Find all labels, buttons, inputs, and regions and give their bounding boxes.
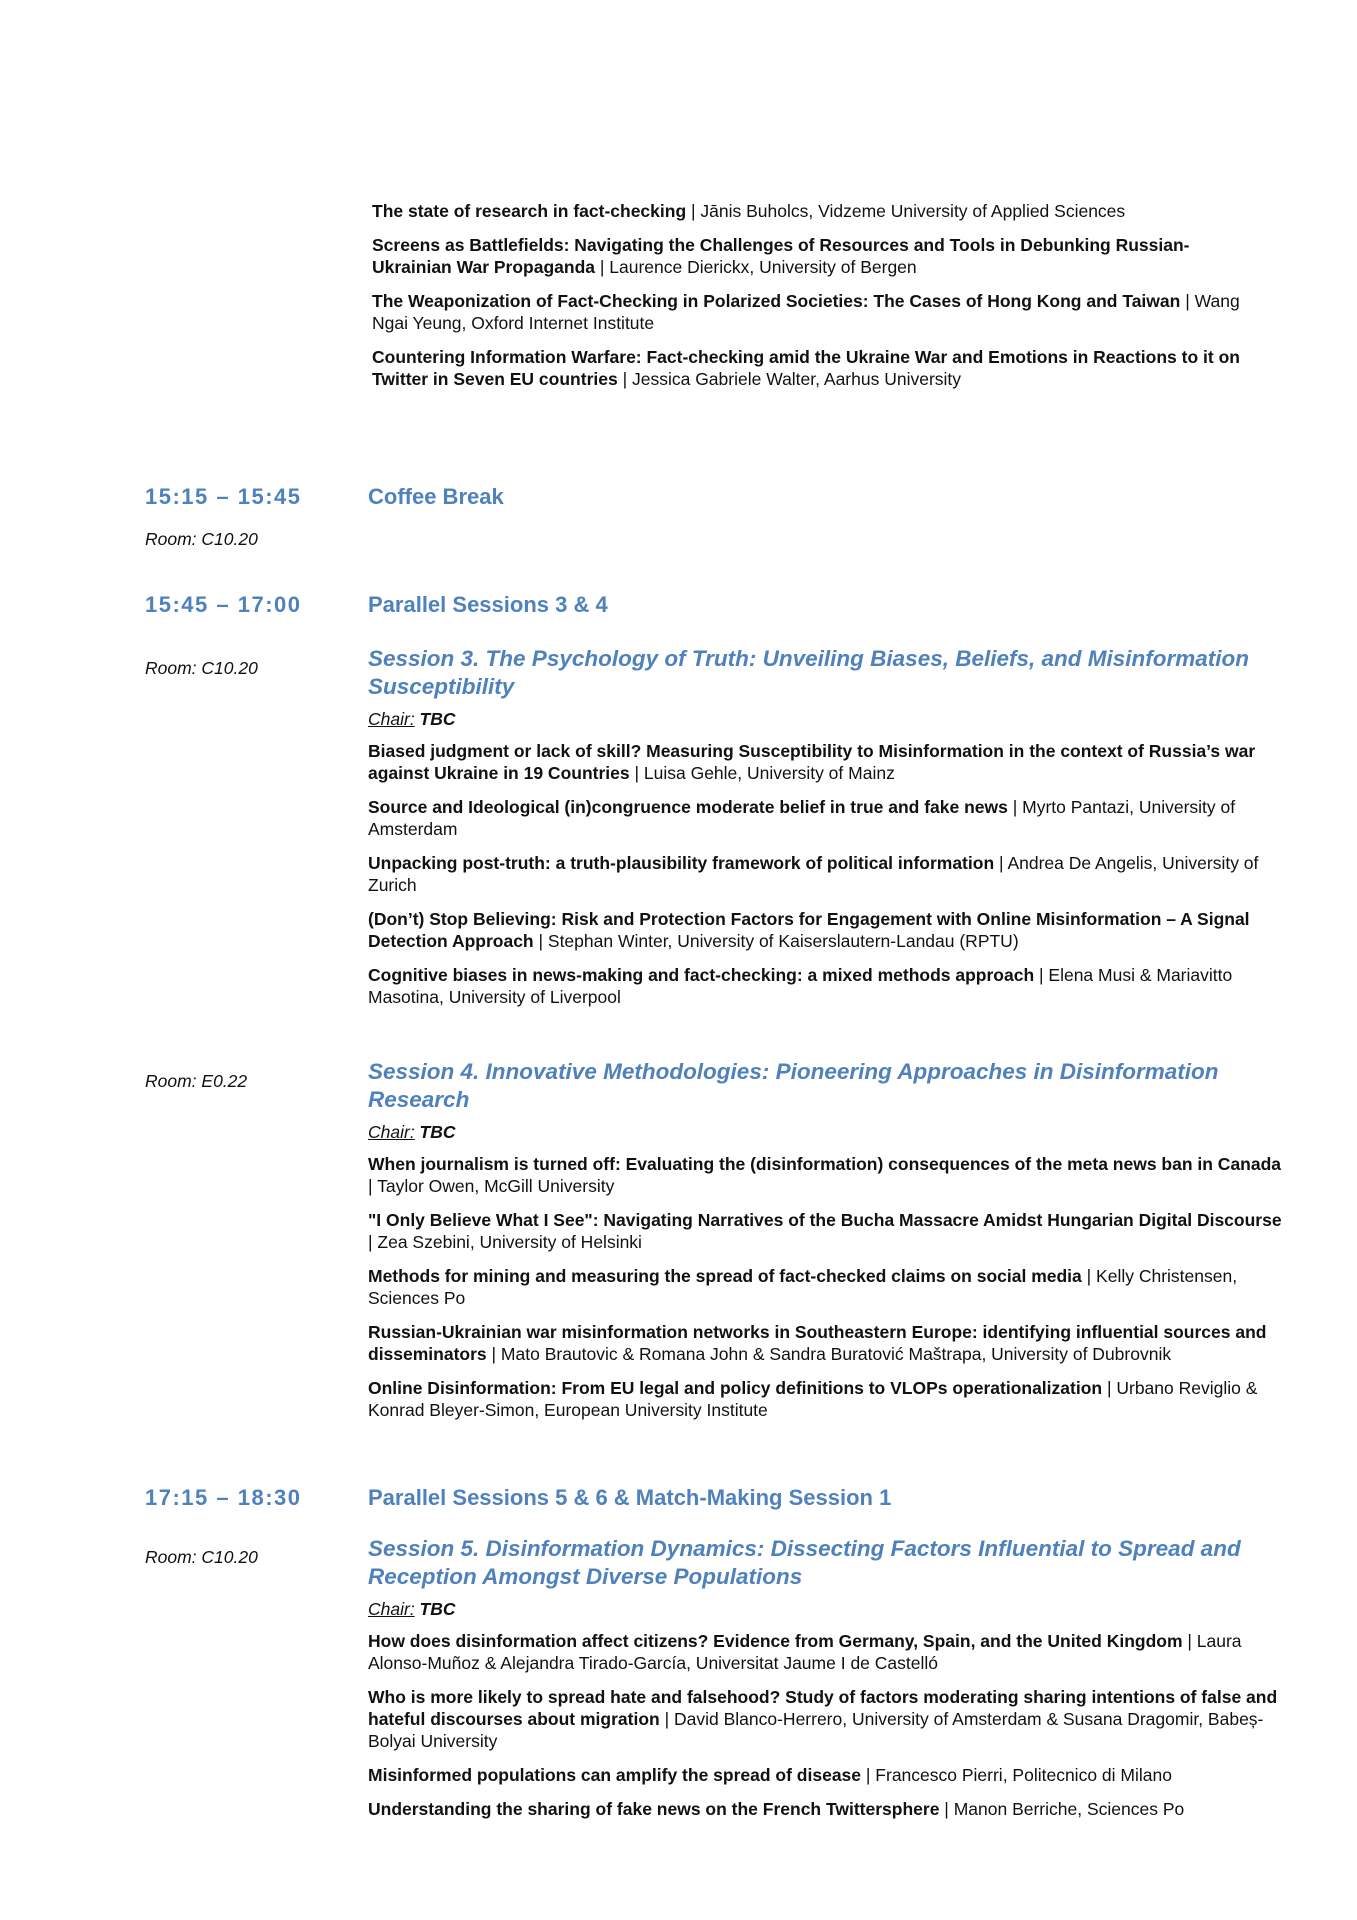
session3-title: Session 3. The Psychology of Truth: Unveiling Biases, Beliefs, and Misinformation Susceptibility bbox=[368, 646, 1250, 699]
session4-chair: Chair: TBC bbox=[368, 1122, 456, 1142]
session3-chair: Chair: TBC bbox=[368, 709, 456, 729]
talk-item: Online Disinformation: From EU legal and policy definitions to VLOPs operationalization | Urbano Reviglio & Konrad Bleyer-Simon, European University Institute bbox=[368, 1378, 1258, 1420]
top-talk-list bbox=[372, 200, 1262, 402]
talk-item: Biased judgment or lack of skill? Measuring Susceptibility to Misinformation in the context of Russia’s war against Ukraine in 19 Countries | Luisa Gehle, University of Mainz bbox=[368, 741, 1256, 783]
coffee-title: Coffee Break bbox=[368, 484, 504, 509]
block3-title: Parallel Sessions 5 & 6 & Match-Making Session 1 bbox=[368, 1485, 892, 1510]
talk-item: Screens as Battlefields: Navigating the Challenges of Resources and Tools in Debunking Russian-Ukrainian War Propaganda | Laurence Dierickx, University of Bergen bbox=[372, 235, 1190, 277]
talk-item: Countering Information Warfare: Fact-checking amid the Ukraine War and Emotions in Reactions to it on Twitter in Seven EU countries | Jessica Gabriele Walter, Aarhus University bbox=[372, 347, 1240, 389]
talk-item: (Don’t) Stop Believing: Risk and Protection Factors for Engagement with Online Misinformation – A Signal Detection Approach | Stephan Winter, University of Kaiserslautern-Landau (RPTU) bbox=[368, 909, 1250, 951]
block2-title: Parallel Sessions 3 & 4 bbox=[368, 592, 608, 617]
session3-room: Room: C10.20 bbox=[145, 658, 258, 678]
block3-time: 17:15 – 18:30 bbox=[145, 1485, 302, 1510]
talk-item: Unpacking post-truth: a truth-plausibility framework of political information | Andrea De Angelis, University of Zurich bbox=[368, 853, 1259, 895]
session4-block bbox=[368, 1058, 1290, 1433]
block2-time: 15:45 – 17:00 bbox=[145, 592, 302, 617]
session4-title: Session 4. Innovative Methodologies: Pioneering Approaches in Disinformation Research bbox=[368, 1059, 1219, 1112]
session5-block bbox=[368, 1535, 1290, 1832]
session5-room: Room: C10.20 bbox=[145, 1547, 258, 1567]
talk-item: Who is more likely to spread hate and falsehood? Study of factors moderating sharing intentions of false and hateful discourses about migration | David Blanco-Herrero, University of Amsterdam & Susana Dragomir, Babeș-Bolyai University bbox=[368, 1687, 1278, 1751]
coffee-room: Room: C10.20 bbox=[145, 529, 258, 549]
talk-item: Misinformed populations can amplify the spread of disease | Francesco Pierri, Politecnico di Milano bbox=[368, 1765, 1172, 1785]
talk-item: Russian-Ukrainian war misinformation networks in Southeastern Europe: identifying influential sources and disseminators | Mato Brautovic & Romana John & Sandra Buratović Maštrapa, University of Dubrovnik bbox=[368, 1322, 1267, 1364]
talk-item: Methods for mining and measuring the spread of fact-checked claims on social media | Kelly Christensen, Sciences Po bbox=[368, 1266, 1238, 1308]
session5-chair: Chair: TBC bbox=[368, 1599, 456, 1619]
talk-item: The state of research in fact-checking | Jānis Buholcs, Vidzeme University of Applied Sciences bbox=[372, 201, 1126, 221]
session5-title: Session 5. Disinformation Dynamics: Dissecting Factors Influential to Spread and Reception Amongst Diverse Populations bbox=[368, 1536, 1241, 1589]
talk-item: How does disinformation affect citizens? Evidence from Germany, Spain, and the United Kingdom | Laura Alonso-Muñoz & Alejandra Tirado-García, Universitat Jaume I de Castelló bbox=[368, 1631, 1242, 1673]
talk-item: Source and Ideological (in)congruence moderate belief in true and fake news | Myrto Pantazi, University of Amsterdam bbox=[368, 797, 1236, 839]
talk-item: "I Only Believe What I See": Navigating Narratives of the Bucha Massacre Amidst Hungarian Digital Discourse | Zea Szebini, University of Helsinki bbox=[368, 1210, 1282, 1252]
talk-item: The Weaponization of Fact-Checking in Polarized Societies: The Cases of Hong Kong and Taiwan | Wang Ngai Yeung, Oxford Internet Institute bbox=[372, 291, 1240, 333]
coffee-time: 15:15 – 15:45 bbox=[145, 484, 302, 509]
talk-item: Understanding the sharing of fake news on the French Twittersphere | Manon Berriche, Sciences Po bbox=[368, 1799, 1185, 1819]
talk-item: Cognitive biases in news-making and fact-checking: a mixed methods approach | Elena Musi & Mariavitto Masotina, University of Liverpool bbox=[368, 965, 1233, 1007]
session3-block bbox=[368, 645, 1290, 1020]
talk-item: When journalism is turned off: Evaluating the (disinformation) consequences of the meta news ban in Canada | Taylor Owen, McGill University bbox=[368, 1154, 1282, 1196]
session4-room: Room: E0.22 bbox=[145, 1071, 248, 1091]
